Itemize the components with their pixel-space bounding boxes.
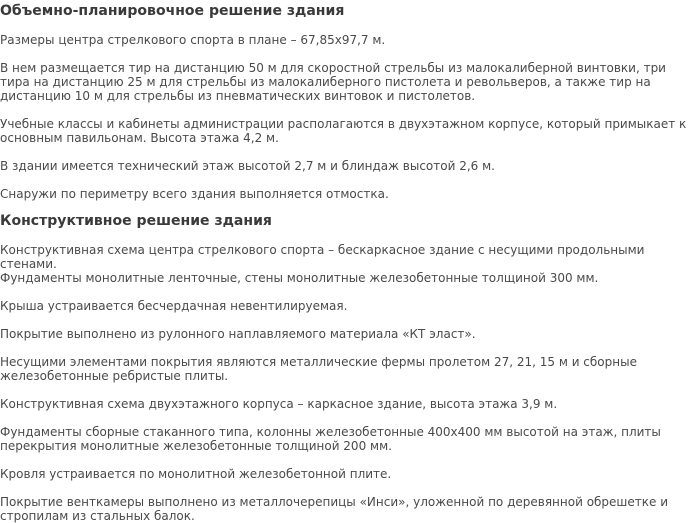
paragraph-foundations: Фундаменты монолитные ленточные, стены монолитные железобетонные толщиной 300 мм. bbox=[0, 271, 599, 285]
paragraph-technical-floor: В здании имеется технический этаж высотой 2,7 м и блиндаж высотой 2,6 м. bbox=[0, 159, 495, 173]
section-heading-layout: Объемно-планировочное решение здания bbox=[0, 3, 345, 19]
paragraph-dimensions: Размеры центра стрелкового спорта в плане – 67,85х97,7 м. bbox=[0, 33, 386, 47]
section-heading-structure: Конструктивное решение здания bbox=[0, 213, 272, 229]
paragraph-columns-slabs: Фундаменты сборные стаканного типа, колонны железобетонные 400х400 мм высотой на этаж, плиты перекрытия монолитные железобетонные толщиной 200 мм. bbox=[0, 425, 661, 453]
paragraph-blind-area: Снаружи по периметру всего здания выполняется отмостка. bbox=[0, 187, 389, 201]
paragraph-load-bearing: Несущими элементами покрытия являются металлические фермы пролетом 27, 21, 15 м и сборные железобетонные ребристые плиты. bbox=[0, 355, 637, 383]
paragraph-ventchamber: Покрытие венткамеры выполнено из металлочерепицы «Инси», уложенной по деревянной обрешетке и стропилам из стальных балок. bbox=[0, 495, 669, 523]
paragraph-roof-covering: Покрытие выполнено из рулонного наплавляемого материала «КТ эласт». bbox=[0, 327, 476, 341]
paragraph-structural-scheme: Конструктивная схема центра стрелкового спорта – бескаркасное здание с несущими продольными стенами. bbox=[0, 243, 645, 271]
paragraph-classrooms: Учебные классы и кабинеты администрации располагаются в двухэтажном корпусе, который примыкает к основным павильонам. Высота этажа 4,2 м. bbox=[0, 117, 687, 145]
paragraph-roofing-slab: Кровля устраивается по монолитной железобетонной плите. bbox=[0, 467, 392, 481]
paragraph-roof: Крыша устраивается бесчердачная невентилируемая. bbox=[0, 299, 348, 313]
paragraph-shooting-ranges: В нем размещается тир на дистанцию 50 м для скоростной стрельбы из малокалиберной винтовки, три тира на дистанцию 25 м для стрельбы из малокалиберного пистолета и револьверов, а также тир на дистанцию 10 м для стрельбы из пневматических винтовок и пистолетов. bbox=[0, 61, 666, 103]
paragraph-two-storey-scheme: Конструктивная схема двухэтажного корпуса – каркасное здание, высота этажа 3,9 м. bbox=[0, 397, 558, 411]
